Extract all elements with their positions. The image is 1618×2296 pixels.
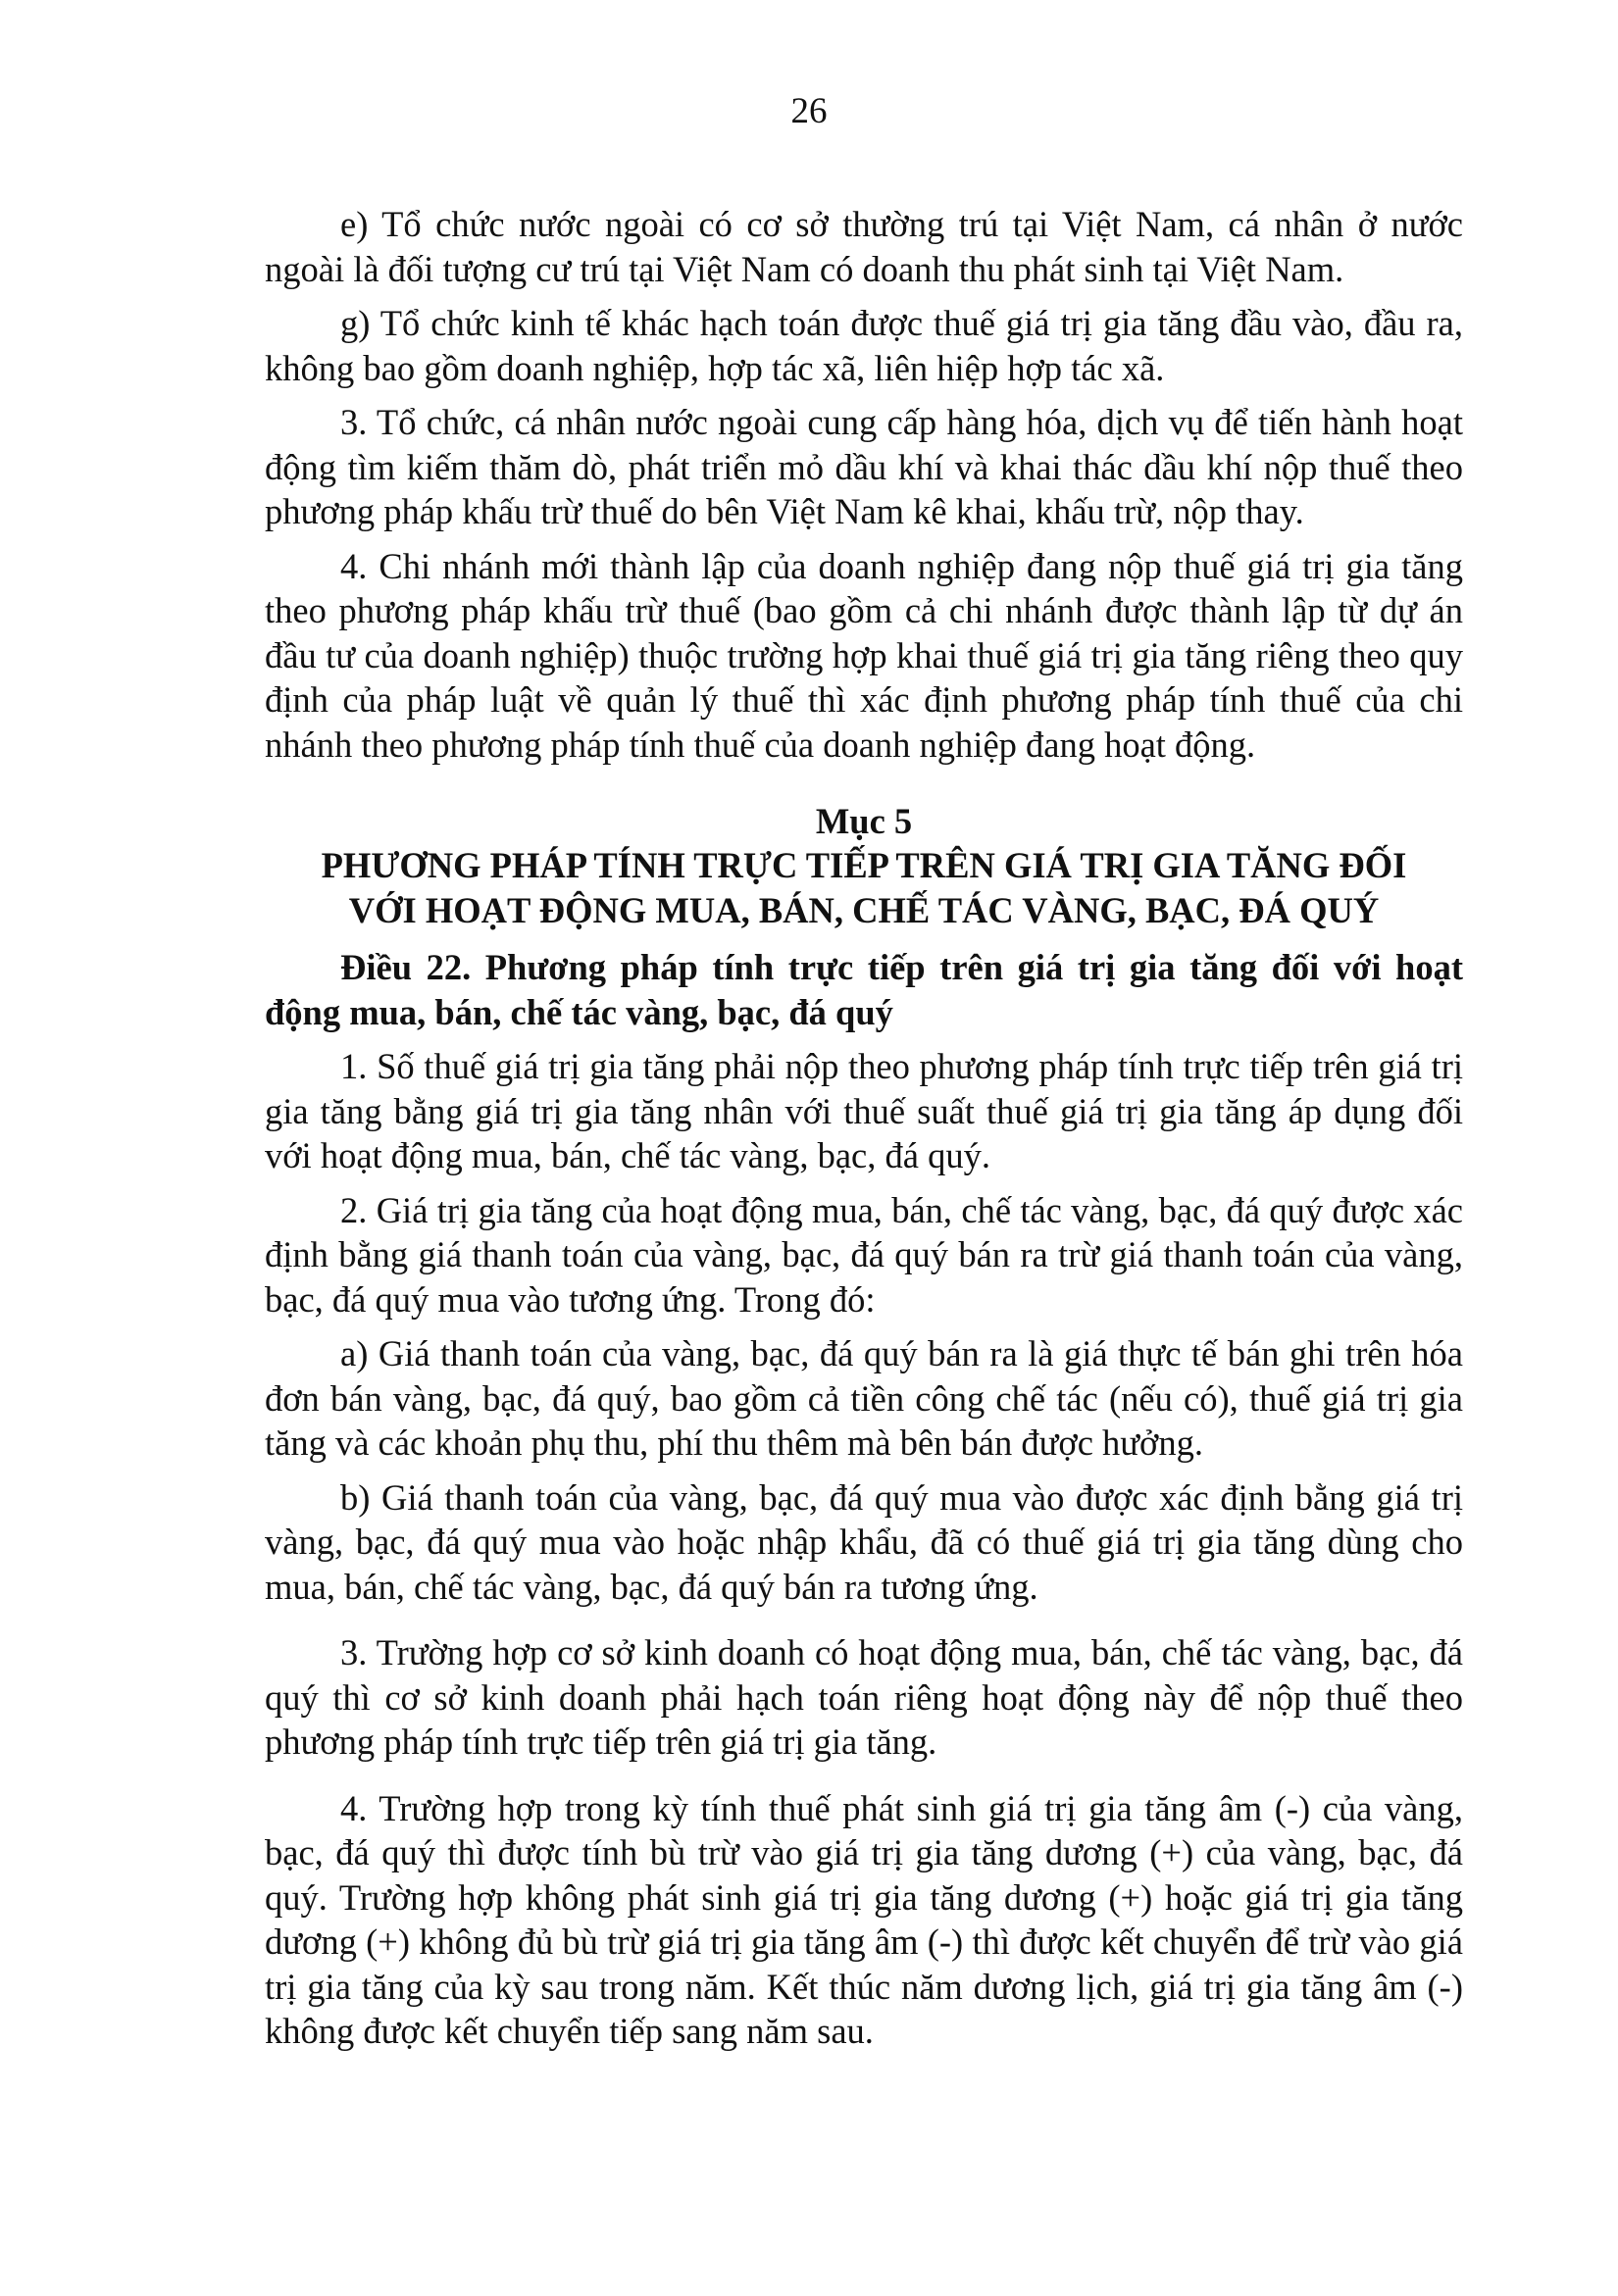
section-title-line-1: PHƯƠNG PHÁP TÍNH TRỰC TIẾP TRÊN GIÁ TRỊ GIA TĂNG ĐỐI: [321, 845, 1407, 885]
article-paragraph-2: 2. Giá trị gia tăng của hoạt động mua, bán, chế tác vàng, bạc, đá quý được xác định bằng giá thanh toán của vàng, bạc, đá quý bán ra trừ giá thanh toán của vàng, bạc, đá quý mua vào tương ứng. Trong đó:: [265, 1189, 1463, 1320]
article-paragraph-4: 4. Trường hợp trong kỳ tính thuế phát sinh giá trị gia tăng âm (-) của vàng, bạc, đá quý thì được tính bù trừ vào giá trị gia tăng dương (+) của vàng, bạc, đá quý. Trường hợp không phát sinh giá trị gia tăng dương (+) hoặc giá trị gia tăng dương (+) không đủ bù trừ giá trị gia tăng âm (-) thì được kết chuyển để trừ vào giá trị gia tăng của kỳ sau trong năm. Kết thúc năm dương lịch, giá trị gia tăng âm (-) không được kết chuyển tiếp sang năm sau.: [265, 1787, 1463, 2051]
article-paragraph-1: 1. Số thuế giá trị gia tăng phải nộp theo phương pháp tính trực tiếp trên giá trị gia tăng bằng giá trị gia tăng nhân với thuế suất thuế giá trị gia tăng áp dụng đối với hoạt động mua, bán, chế tác vàng, bạc, đá quý.: [265, 1046, 1463, 1175]
document-body: [265, 202, 1463, 2064]
article-heading: Điều 22. Phương pháp tính trực tiếp trên giá trị gia tăng đối với hoạt động mua, bán, chế tác vàng, bạc, đá quý: [265, 947, 1463, 1032]
section-header: [265, 800, 1463, 933]
paragraph-3: 3. Tổ chức, cá nhân nước ngoài cung cấp hàng hóa, dịch vụ để tiến hành hoạt động tìm kiếm thăm dò, phát triển mỏ dầu khí và khai thác dầu khí nộp thuế theo phương pháp khấu trừ thuế do bên Việt Nam kê khai, khấu trừ, nộp thay.: [265, 402, 1463, 531]
article-paragraph-2b: b) Giá thanh toán của vàng, bạc, đá quý mua vào được xác định bằng giá trị vàng, bạc, đá quý mua vào hoặc nhập khẩu, đã có thuế giá trị gia tăng dùng cho mua, bán, chế tác vàng, bạc, đá quý bán ra tương ứng.: [265, 1476, 1463, 1607]
paragraph-e: e) Tổ chức nước ngoài có cơ sở thường trú tại Việt Nam, cá nhân ở nước ngoài là đối tượng cư trú tại Việt Nam có doanh thu phát sinh tại Việt Nam.: [265, 204, 1463, 289]
article-paragraph-2a: a) Giá thanh toán của vàng, bạc, đá quý bán ra là giá thực tế bán ghi trên hóa đơn bán vàng, bạc, đá quý, bao gồm cả tiền công chế tác (nếu có), thuế giá trị gia tăng và các khoản phụ thu, phí thu thêm mà bên bán được hưởng.: [265, 1333, 1463, 1463]
page-number: 26: [790, 91, 828, 131]
section-title-line-2: VỚI HOẠT ĐỘNG MUA, BÁN, CHẾ TÁC VÀNG, BẠC, ĐÁ QUÝ: [348, 890, 1380, 930]
article-paragraph-3: 3. Trường hợp cơ sở kinh doanh có hoạt động mua, bán, chế tác vàng, bạc, đá quý thì cơ sở kinh doanh phải hạch toán riêng hoạt động này để nộp thuế theo phương pháp tính trực tiếp trên giá trị gia tăng.: [265, 1632, 1463, 1762]
paragraph-4: 4. Chi nhánh mới thành lập của doanh nghiệp đang nộp thuế giá trị gia tăng theo phương pháp khấu trừ thuế (bao gồm cả chi nhánh được thành lập từ dự án đầu tư của doanh nghiệp) thuộc trường hợp khai thuế giá trị gia tăng riêng theo quy định của pháp luật về quản lý thuế thì xác định phương pháp tính thuế của chi nhánh theo phương pháp tính thuế của doanh nghiệp đang hoạt động.: [265, 545, 1463, 765]
section-label: Mục 5: [815, 801, 913, 841]
paragraph-g: g) Tổ chức kinh tế khác hạch toán được thuế giá trị gia tăng đầu vào, đầu ra, không bao gồm doanh nghiệp, hợp tác xã, liên hiệp hợp tác xã.: [265, 303, 1463, 388]
